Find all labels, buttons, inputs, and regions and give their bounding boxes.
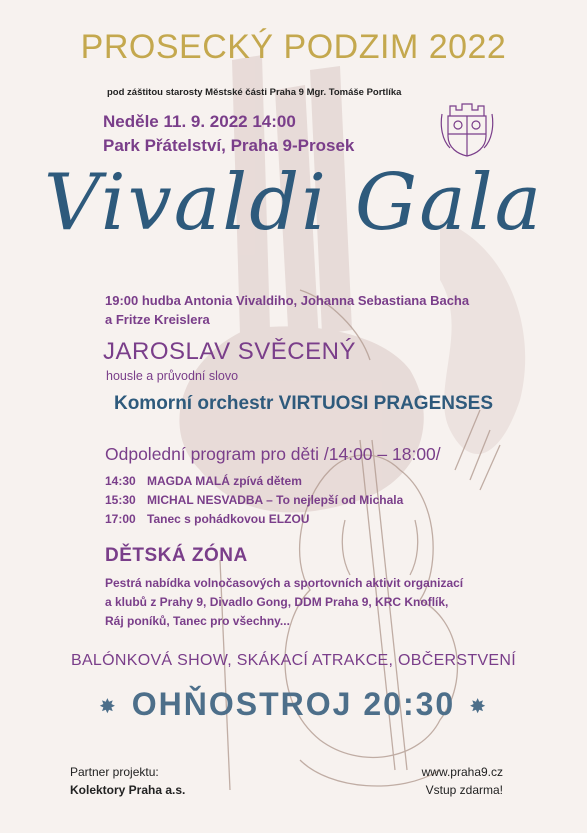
program-line-1: 19:00 hudba Antonia Vivaldiho, Johanna Sebastiana Bacha (105, 293, 470, 308)
eight-point-star-icon: ✸ (99, 696, 118, 719)
event-name: Vivaldi Gala (43, 158, 544, 248)
kids-zone-heading: DĚTSKÁ ZÓNA (105, 545, 248, 566)
kids-program-heading: Odpolední program pro děti /14:00 – 18:00/ (105, 444, 441, 464)
festival-title: PROSECKÝ PODZIM 2022 (80, 28, 507, 66)
attractions-line: BALÓNKOVÁ SHOW, SKÁKACÍ ATRAKCE, OBČERSTVENÍ (70, 652, 516, 669)
artist-name: JAROSLAV SVĚCENÝ (103, 338, 356, 365)
kids-item-text: Tanec s pohádkovou ELZOU (147, 512, 310, 526)
kids-program-item (105, 512, 309, 526)
kids-item-text: MICHAL NESVADBA – To nejlepší od Michala (147, 493, 404, 507)
fireworks-text: OHŇOSTROJ 20:30 (131, 686, 456, 722)
kids-item-time: 17:00 (105, 512, 136, 526)
kids-program-item (105, 474, 302, 488)
patronage-note: pod záštitou starosty Městské části Praha 9 Mgr. Tomáše Portlíka (107, 87, 402, 98)
website-link: www.praha9.cz (421, 765, 503, 779)
event-place: Park Přátelství, Praha 9-Prosek (103, 136, 355, 155)
fireworks-line (0, 686, 587, 723)
eight-point-star-icon: ✸ (469, 696, 488, 719)
kids-zone-line: a klubů z Prahy 9, Divadlo Gong, DDM Praha 9, KRC Knoflík, (105, 595, 449, 609)
praha9-coat-of-arms-icon (438, 96, 496, 158)
artist-role: housle a průvodní slovo (106, 369, 239, 383)
orchestra-name: Komorní orchestr VIRTUOSI PRAGENSES (113, 393, 493, 414)
kids-zone-line: Ráj poníků, Tanec pro všechny... (105, 614, 290, 628)
kids-zone-line: Pestrá nabídka volnočasových a sportovních aktivit organizací (105, 576, 464, 590)
kids-item-time: 15:30 (105, 493, 136, 507)
program-line-2: a Fritze Kreislera (105, 312, 210, 327)
partner-label: Partner projektu: (70, 765, 159, 779)
kids-item-time: 14:30 (105, 474, 136, 488)
partner-name: Kolektory Praha a.s. (70, 783, 186, 797)
event-date: Neděle 11. 9. 2022 14:00 (103, 112, 296, 131)
admission-note: Vstup zdarma! (425, 783, 503, 797)
kids-program-item (105, 493, 403, 507)
kids-item-text: MAGDA MALÁ zpívá dětem (147, 474, 302, 488)
